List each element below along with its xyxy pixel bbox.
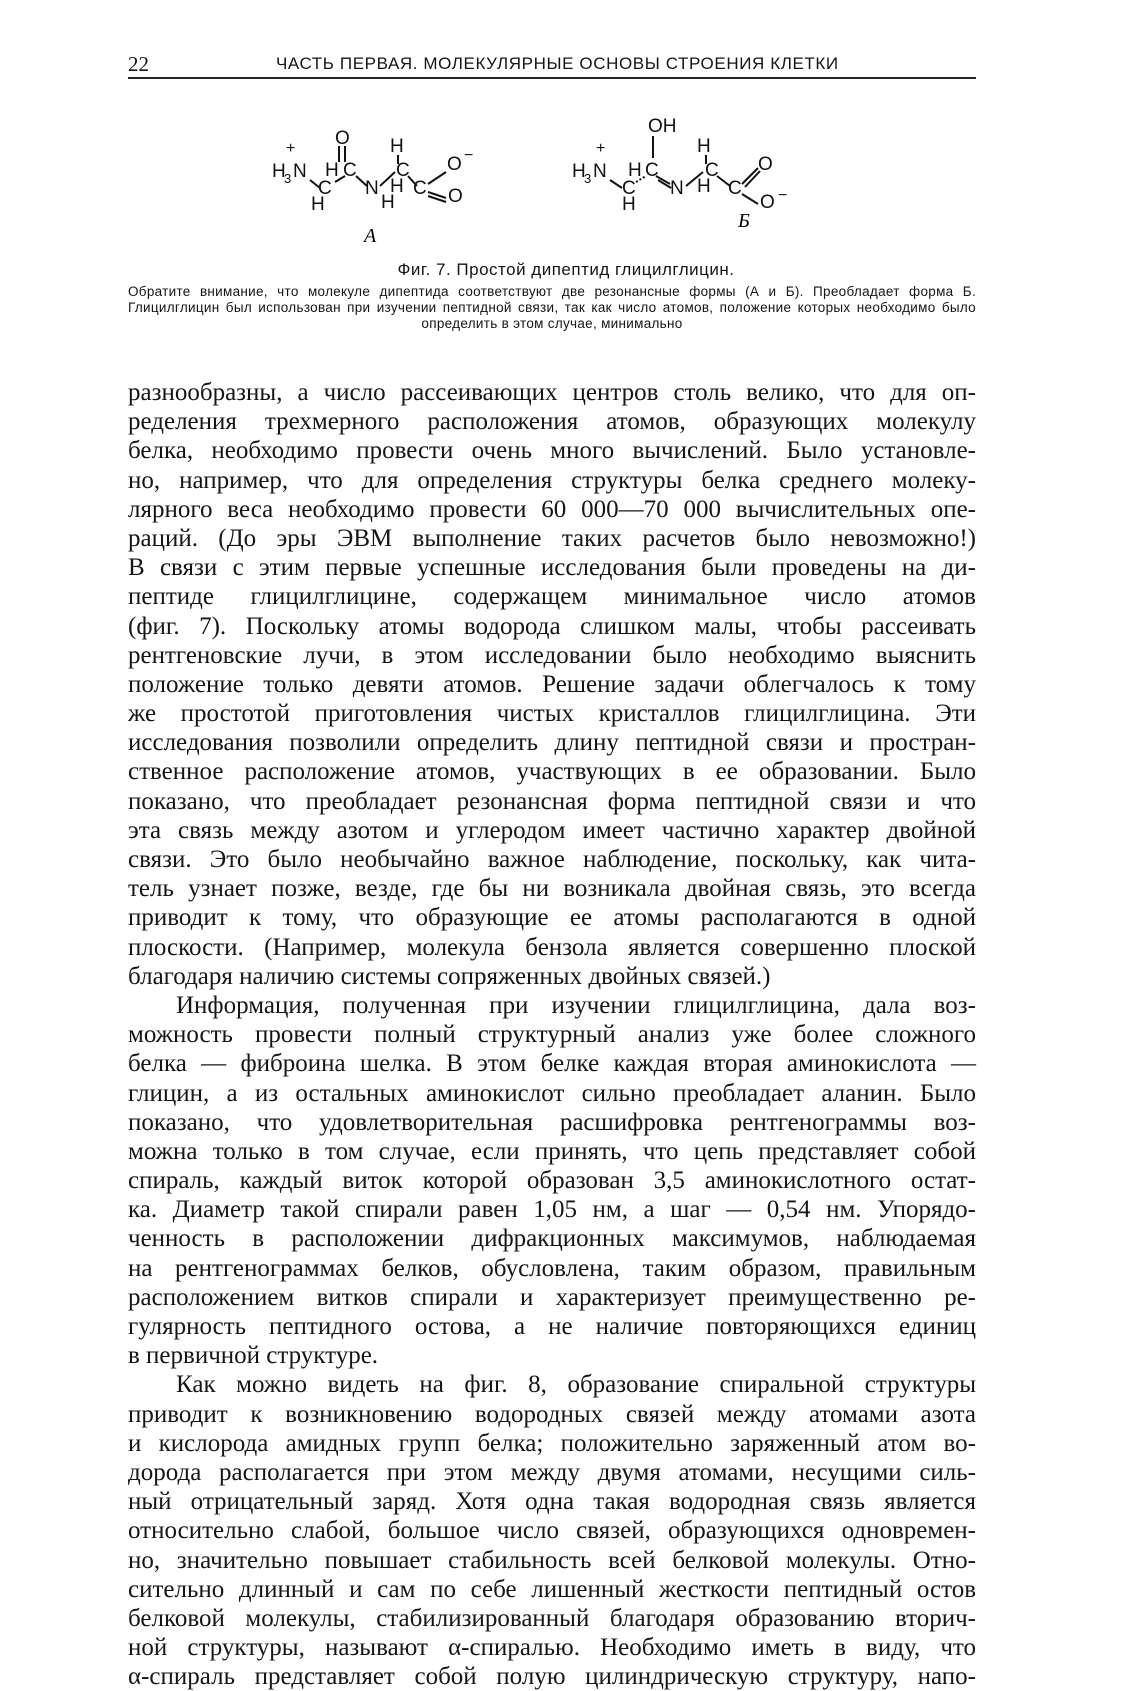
svg-text:+: + <box>596 140 606 157</box>
text-line: глицин, а из остальных аминокислот сильно преобладает аланин. Было <box>128 1079 976 1107</box>
text-line: можность провести полный структурный анализ уже более сложного <box>128 1021 976 1049</box>
svg-text:C: C <box>645 160 659 181</box>
text-line: на рентгенограммах белков, обусловлена, таким образом, правильным <box>128 1254 976 1282</box>
text-line: показано, что преобладает резонансная форма пептидной связи и что <box>128 787 976 815</box>
text-line: относительно слабой, большое число связей, образующихся одновремен- <box>128 1517 976 1545</box>
figure-label-a: А <box>364 225 377 247</box>
svg-text:O: O <box>448 186 463 207</box>
text-line: Информация, полученная при изучении глицилглицина, дала воз- <box>176 991 976 1019</box>
svg-text:C: C <box>396 160 410 181</box>
text-line: же простотой приготовления чистых кристаллов глицилглицина. Эти <box>128 700 976 728</box>
text-line: сительно длинный и сам по себе лишенный жесткости пептидный остов <box>128 1575 976 1603</box>
svg-text:N: N <box>365 178 379 199</box>
svg-text:−: − <box>464 147 474 164</box>
text-line: пептиде глицилглицине, содержащем минимальное число атомов <box>128 583 976 611</box>
text-line: и кислорода амидных групп белка; положительно заряженный атом во- <box>128 1429 976 1457</box>
text-line: приводит к возникновению водородных связей между атомами азота <box>128 1400 976 1428</box>
text-line: спираль, каждый виток которой образован 3,5 аминокислотного остат- <box>128 1167 976 1195</box>
dipeptide-structures <box>250 110 810 250</box>
text-line: Как можно видеть на фиг. 8, образование спиральной структуры <box>176 1371 976 1399</box>
svg-text:H: H <box>622 194 636 215</box>
text-line: гулярность пептидного остова, а не наличие повторяющихся единиц <box>128 1313 976 1340</box>
text-line: положение только девяти атомов. Решение задачи облегчалось к тому <box>128 670 976 698</box>
figure-label-b: Б <box>738 210 750 232</box>
figure-7-glycylglycine <box>250 110 810 250</box>
text-line: разнообразны, а число рассеивающих центров столь велико, что для оп- <box>128 379 976 406</box>
text-line: ченность в расположении дифракционных максимумов, наблюдаемая <box>128 1225 976 1253</box>
svg-text:C: C <box>622 178 636 199</box>
page-header <box>128 50 976 80</box>
text-line: (фиг. 7). Поскольку атомы водорода слишком малы, чтобы рассеивать <box>128 612 976 640</box>
text-line: эта связь между азотом и углеродом имеет частично характер двойной <box>128 816 976 844</box>
svg-text:H: H <box>572 161 586 182</box>
text-line: белковой молекулы, стабилизированный благодаря образованию вторич- <box>128 1604 976 1632</box>
text-line: дорода располагается при этом между двумя атомами, несущими силь- <box>128 1458 976 1486</box>
svg-text:O: O <box>758 154 773 175</box>
svg-text:O: O <box>760 192 775 213</box>
text-line: плоскости. (Например, молекула бензола является совершенно плоской <box>128 933 976 961</box>
figure-caption-title: Фиг. 7. Простой дипептид глицилглицин. <box>397 260 735 279</box>
svg-text:H: H <box>272 161 286 182</box>
svg-text:−: − <box>778 187 788 204</box>
svg-text:OH: OH <box>648 116 677 137</box>
svg-text:H: H <box>390 176 404 197</box>
page-number: 22 <box>128 52 149 76</box>
svg-text:H: H <box>697 176 711 197</box>
text-line: ка. Диаметр такой спирали равен 1,05 нм, а шаг — 0,54 нм. Упорядо- <box>128 1196 976 1224</box>
svg-text:C: C <box>728 178 742 199</box>
svg-text:O: O <box>447 154 462 175</box>
svg-text:H: H <box>325 160 339 181</box>
text-line: раций. (До эры ЭВМ выполнение таких расчетов было невозможно!) <box>128 524 976 552</box>
text-line: показано, что удовлетворительная расшифровка рентгенограммы воз- <box>128 1108 976 1136</box>
text-line: в первичной структуре. <box>128 1342 379 1370</box>
text-line: лярного веса необходимо провести 60 000—70 000 вычислительных опе- <box>128 495 976 523</box>
svg-text:C: C <box>343 160 357 181</box>
svg-text:C: C <box>413 178 427 199</box>
svg-text:H: H <box>311 194 325 215</box>
running-title: ЧАСТЬ ПЕРВАЯ. МОЛЕКУЛЯРНЫЕ ОСНОВЫ СТРОЕНИЯ КЛЕТКИ <box>276 54 839 73</box>
text-line: ный отрицательный заряд. Хотя одна такая водородная связь является <box>128 1488 976 1516</box>
text-line: белка, необходимо провести очень много вычислений. Было установле- <box>128 437 976 465</box>
text-line: исследования позволили определить длину пептидной связи и простран- <box>128 729 976 757</box>
svg-text:O: O <box>335 128 350 149</box>
text-line: ственное расположение атомов, участвующих в ее образовании. Было <box>128 758 976 786</box>
text-line: ределения трехмерного расположения атомов, образующих молекулу <box>128 408 976 436</box>
text-line: расположением витков спирали и характеризует преимущественно ре- <box>128 1283 976 1311</box>
text-line: можна только в том случае, если принять, что цепь представляет собой <box>128 1137 976 1165</box>
svg-text:+: + <box>286 140 296 157</box>
text-line: белка — фиброина шелка. В этом белке каждая вторая аминокислота — <box>128 1050 976 1078</box>
body-text <box>128 378 976 1691</box>
text-line: тель узнает позже, везде, где бы ни возникала двойная связь, это всегда <box>128 875 976 903</box>
text-line: связи. Это было необычайно важное наблюдение, поскольку, как чита- <box>128 846 976 873</box>
svg-text:3: 3 <box>584 171 592 186</box>
text-line: но, значительно повышает стабильность всей белковой молекулы. Отно- <box>128 1546 976 1574</box>
svg-text:N: N <box>593 161 607 182</box>
text-line: рентгеновские лучи, в этом исследовании было необходимо выяснить <box>128 641 976 669</box>
svg-text:H: H <box>697 136 711 157</box>
svg-text:H: H <box>390 136 404 157</box>
text-line: α-спираль представляет собой полую цилиндрическую структуру, напо- <box>128 1663 976 1691</box>
text-line: благодаря наличию системы сопряженных двойных связей.) <box>128 962 771 990</box>
svg-text:C: C <box>318 178 332 199</box>
svg-text:H: H <box>381 192 395 213</box>
header-rule <box>128 77 976 79</box>
svg-text:H: H <box>628 160 642 181</box>
text-line: ной структуры, называют α-спиралью. Необходимо иметь в виду, что <box>128 1634 976 1662</box>
text-line: но, например, что для определения структуры белка среднего молеку- <box>128 466 976 494</box>
svg-text:C: C <box>705 160 719 181</box>
svg-text:N: N <box>670 178 684 199</box>
figure-caption-text: Обратите внимание, что молекуле дипептида соответствуют две резонансные формы (А и Б). Преобладает форма Б. Глицилглицин был использован при изучении пептидной связи, так как число атомов, положение которых необходимо было определить в этом случае, минимально <box>128 284 976 331</box>
svg-text:3: 3 <box>284 171 292 186</box>
text-line: приводит к тому, что образующие ее атомы располагаются в одной <box>128 904 976 932</box>
text-line: В связи с этим первые успешные исследования были проведены на ди- <box>128 554 976 582</box>
svg-text:N: N <box>293 161 307 182</box>
